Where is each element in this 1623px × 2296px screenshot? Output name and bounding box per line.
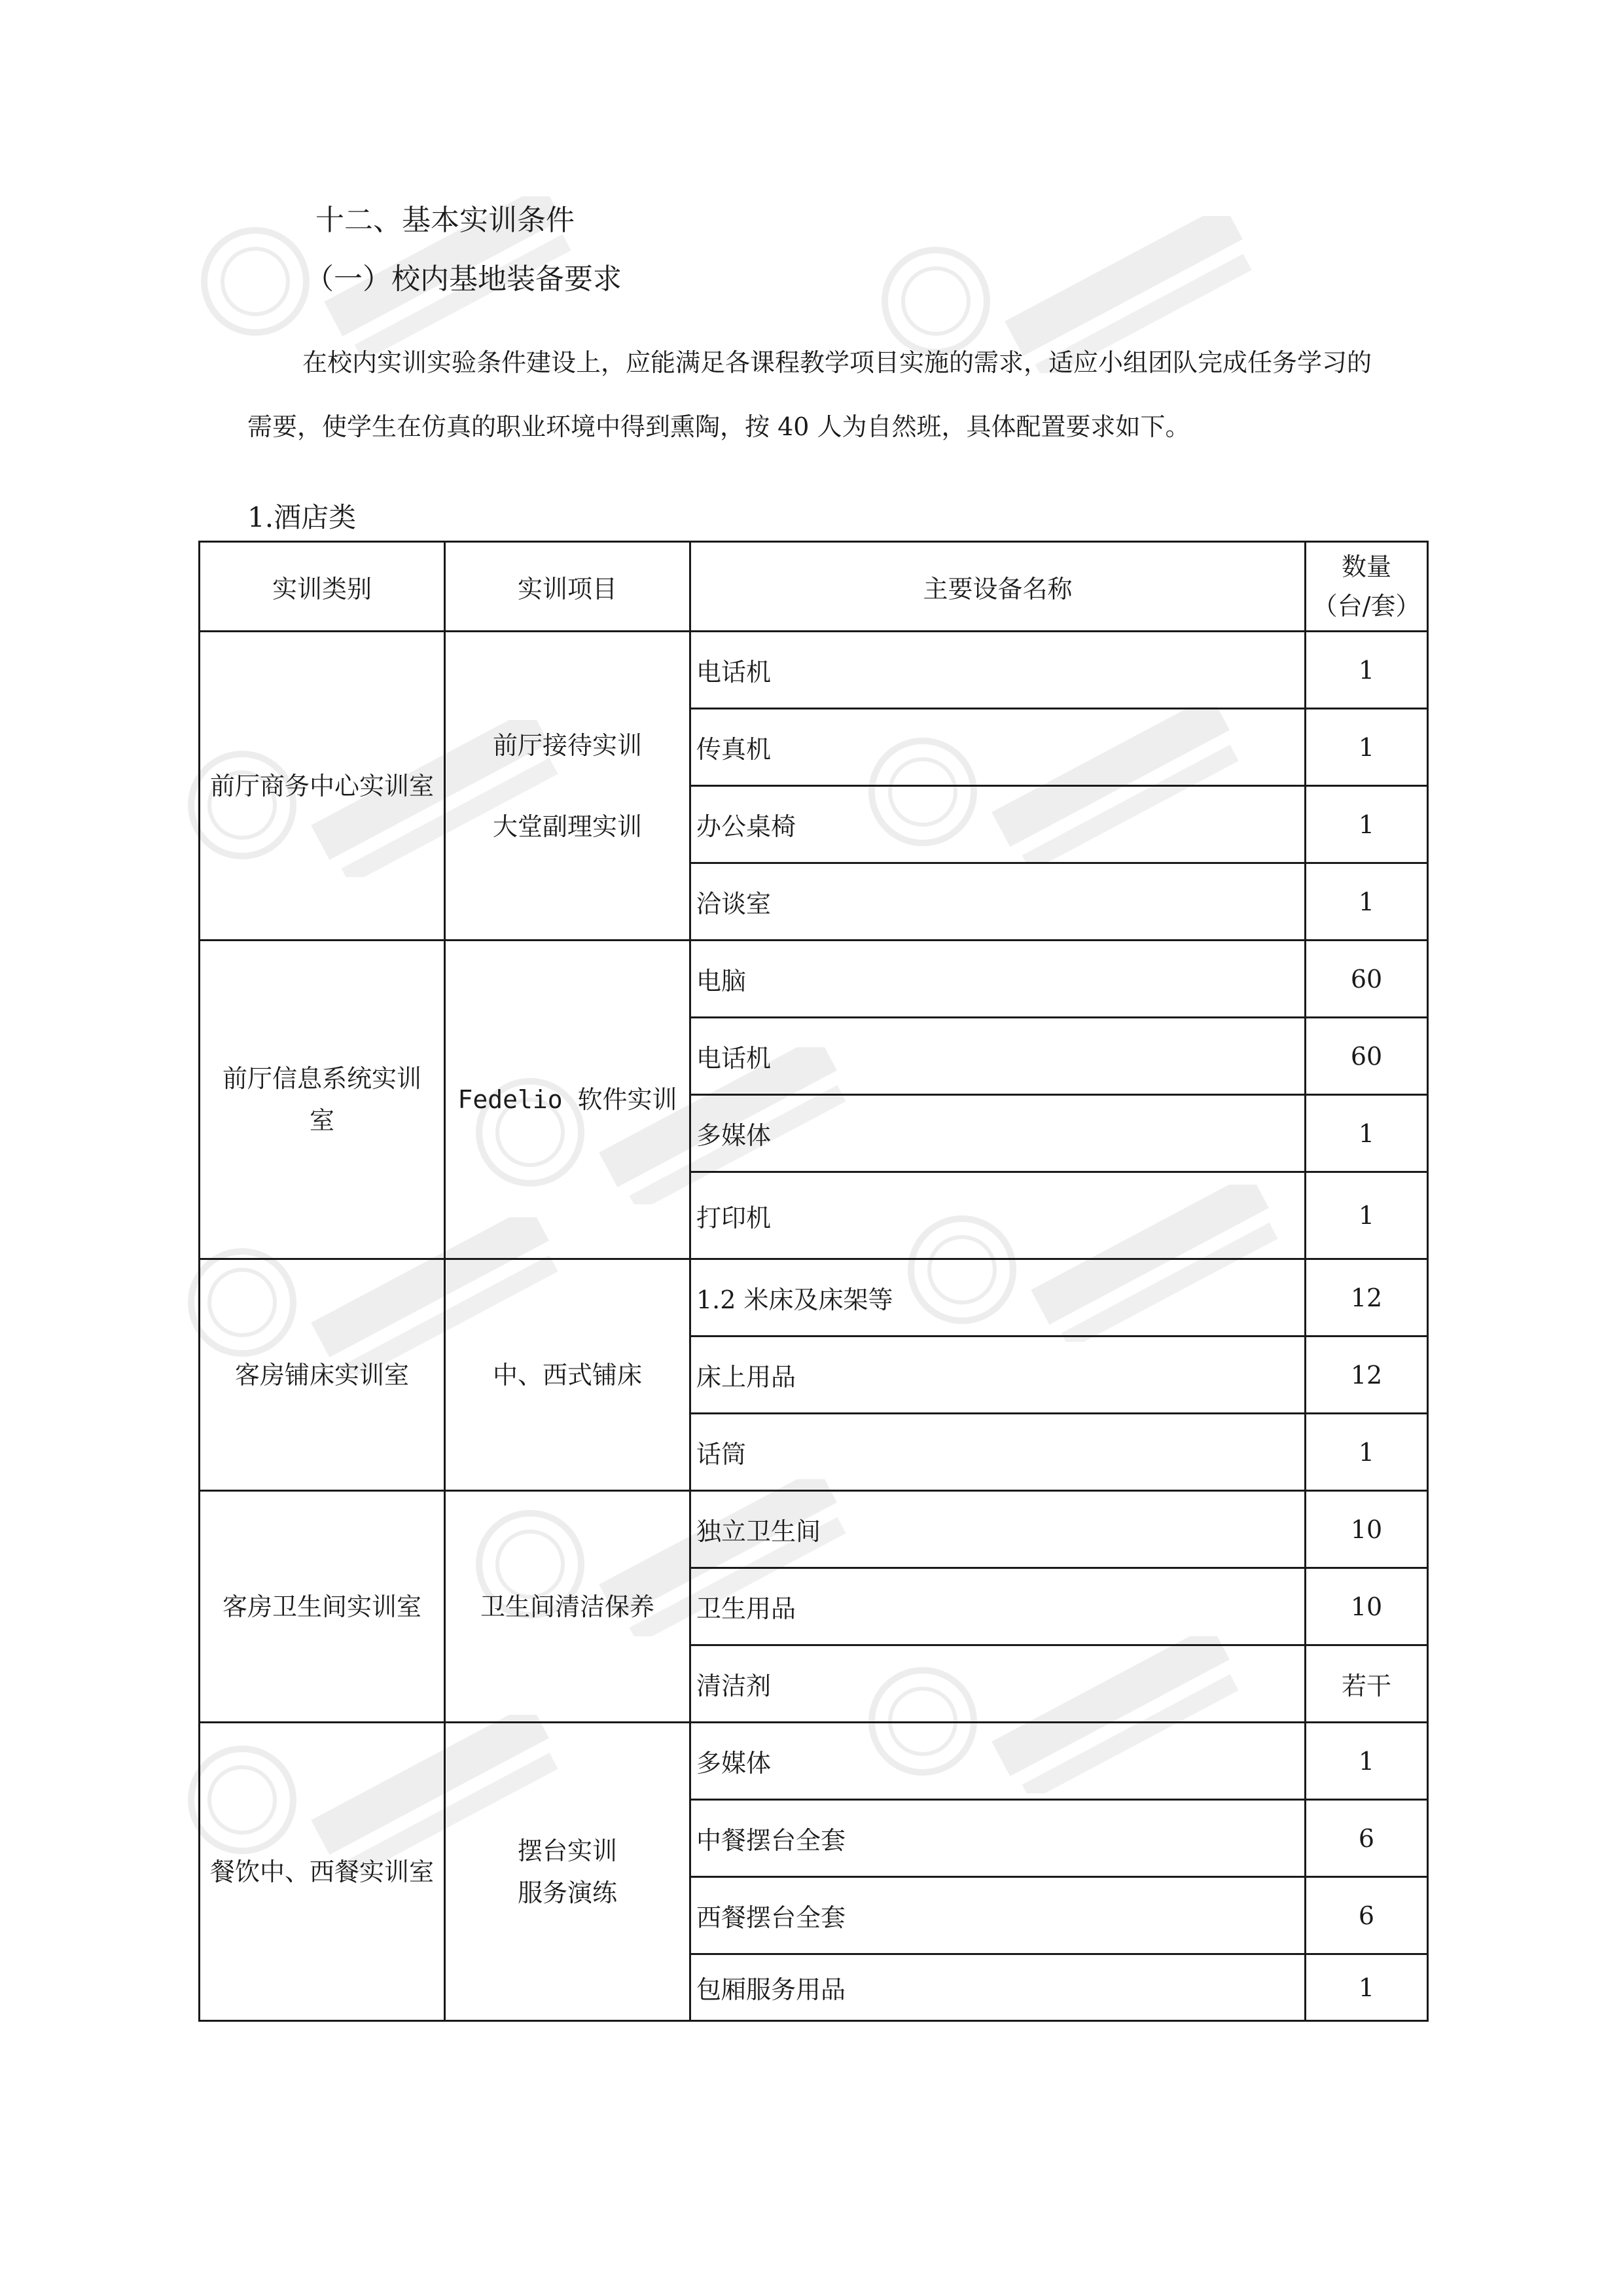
header-equipment: 主要设备名称 bbox=[690, 542, 1306, 632]
equipment-name: 电话机 bbox=[690, 1018, 1306, 1095]
subsection-heading: （一）校内基地装备要求 bbox=[305, 262, 622, 296]
project-label: 服务演练 bbox=[517, 1878, 617, 1907]
equipment-qty: 1 bbox=[1306, 1095, 1428, 1172]
section-heading: 十二、基本实训条件 bbox=[315, 204, 575, 237]
equipment-name: 卫生用品 bbox=[690, 1568, 1306, 1645]
table-row bbox=[200, 632, 1428, 709]
equipment-qty: 1 bbox=[1306, 863, 1428, 941]
table-header-row bbox=[200, 542, 1428, 632]
project-label: 大堂副理实训 bbox=[492, 812, 642, 841]
category-cell bbox=[200, 941, 445, 1259]
equipment-qty: 12 bbox=[1306, 1336, 1428, 1414]
equipment-name: 电话机 bbox=[690, 632, 1306, 709]
equipment-name: 传真机 bbox=[690, 709, 1306, 786]
equipment-qty: 60 bbox=[1306, 1018, 1428, 1095]
category-label-line1: 前厅信息系统实训 bbox=[222, 1064, 421, 1093]
category-cell: 餐饮中、西餐实训室 bbox=[200, 1723, 445, 2021]
equipment-name: 西餐摆台全套 bbox=[690, 1877, 1306, 1954]
project-cell: 中、西式铺床 bbox=[445, 1259, 690, 1491]
project-cell: Fedelio 软件实训 bbox=[445, 941, 690, 1259]
equipment-name: 清洁剂 bbox=[690, 1645, 1306, 1723]
category-label-line2: 室 bbox=[309, 1106, 334, 1135]
equipment-qty: 6 bbox=[1306, 1877, 1428, 1954]
header-quantity-line1: 数量 bbox=[1341, 552, 1391, 581]
project-label: 前厅接待实训 bbox=[492, 730, 642, 760]
equipment-qty: 1 bbox=[1306, 786, 1428, 863]
equipment-name: 独立卫生间 bbox=[690, 1491, 1306, 1568]
project-label: 摆台实训 bbox=[517, 1836, 617, 1865]
equipment-name: 多媒体 bbox=[690, 1095, 1306, 1172]
equipment-qty: 1 bbox=[1306, 632, 1428, 709]
hotel-subheading: 1.酒店类 bbox=[247, 501, 357, 533]
category-cell: 客房铺床实训室 bbox=[200, 1259, 445, 1491]
equipment-name: 电脑 bbox=[690, 941, 1306, 1018]
equipment-qty: 1 bbox=[1306, 1414, 1428, 1491]
equipment-name: 包厢服务用品 bbox=[690, 1954, 1306, 2021]
equipment-name: 1.2 米床及床架等 bbox=[690, 1259, 1306, 1336]
project-cell bbox=[445, 632, 690, 941]
category-cell: 客房卫生间实训室 bbox=[200, 1491, 445, 1723]
equipment-qty: 1 bbox=[1306, 1172, 1428, 1259]
table-row bbox=[200, 1491, 1428, 1568]
header-project: 实训项目 bbox=[445, 542, 690, 632]
header-category: 实训类别 bbox=[200, 542, 445, 632]
equipment-qty: 10 bbox=[1306, 1568, 1428, 1645]
equipment-qty: 60 bbox=[1306, 941, 1428, 1018]
equipment-qty: 6 bbox=[1306, 1800, 1428, 1877]
equipment-qty: 1 bbox=[1306, 1723, 1428, 1800]
equipment-name: 多媒体 bbox=[690, 1723, 1306, 1800]
equipment-table bbox=[198, 541, 1429, 2022]
equipment-name: 打印机 bbox=[690, 1172, 1306, 1259]
equipment-name: 话筒 bbox=[690, 1414, 1306, 1491]
equipment-name: 洽谈室 bbox=[690, 863, 1306, 941]
equipment-name: 中餐摆台全套 bbox=[690, 1800, 1306, 1877]
header-quantity bbox=[1306, 542, 1428, 632]
equipment-qty: 1 bbox=[1306, 709, 1428, 786]
equipment-qty: 若干 bbox=[1306, 1645, 1428, 1723]
header-quantity-line2: （台/套） bbox=[1312, 592, 1421, 620]
table-row bbox=[200, 941, 1428, 1018]
table-row bbox=[200, 1723, 1428, 1800]
equipment-name: 办公桌椅 bbox=[690, 786, 1306, 863]
equipment-qty: 10 bbox=[1306, 1491, 1428, 1568]
equipment-name: 床上用品 bbox=[690, 1336, 1306, 1414]
category-cell: 前厅商务中心实训室 bbox=[200, 632, 445, 941]
equipment-qty: 12 bbox=[1306, 1259, 1428, 1336]
project-cell: 卫生间清洁保养 bbox=[445, 1491, 690, 1723]
equipment-qty: 1 bbox=[1306, 1954, 1428, 2021]
intro-paragraph: 在校内实训实验条件建设上，应能满足各课程教学项目实施的需求，适应小组团队完成任务学习的需要，使学生在仿真的职业环境中得到熏陶，按 40 人为自然班，具体配置要求如下。 bbox=[247, 348, 1372, 441]
table-row bbox=[200, 1259, 1428, 1336]
project-cell bbox=[445, 1723, 690, 2021]
